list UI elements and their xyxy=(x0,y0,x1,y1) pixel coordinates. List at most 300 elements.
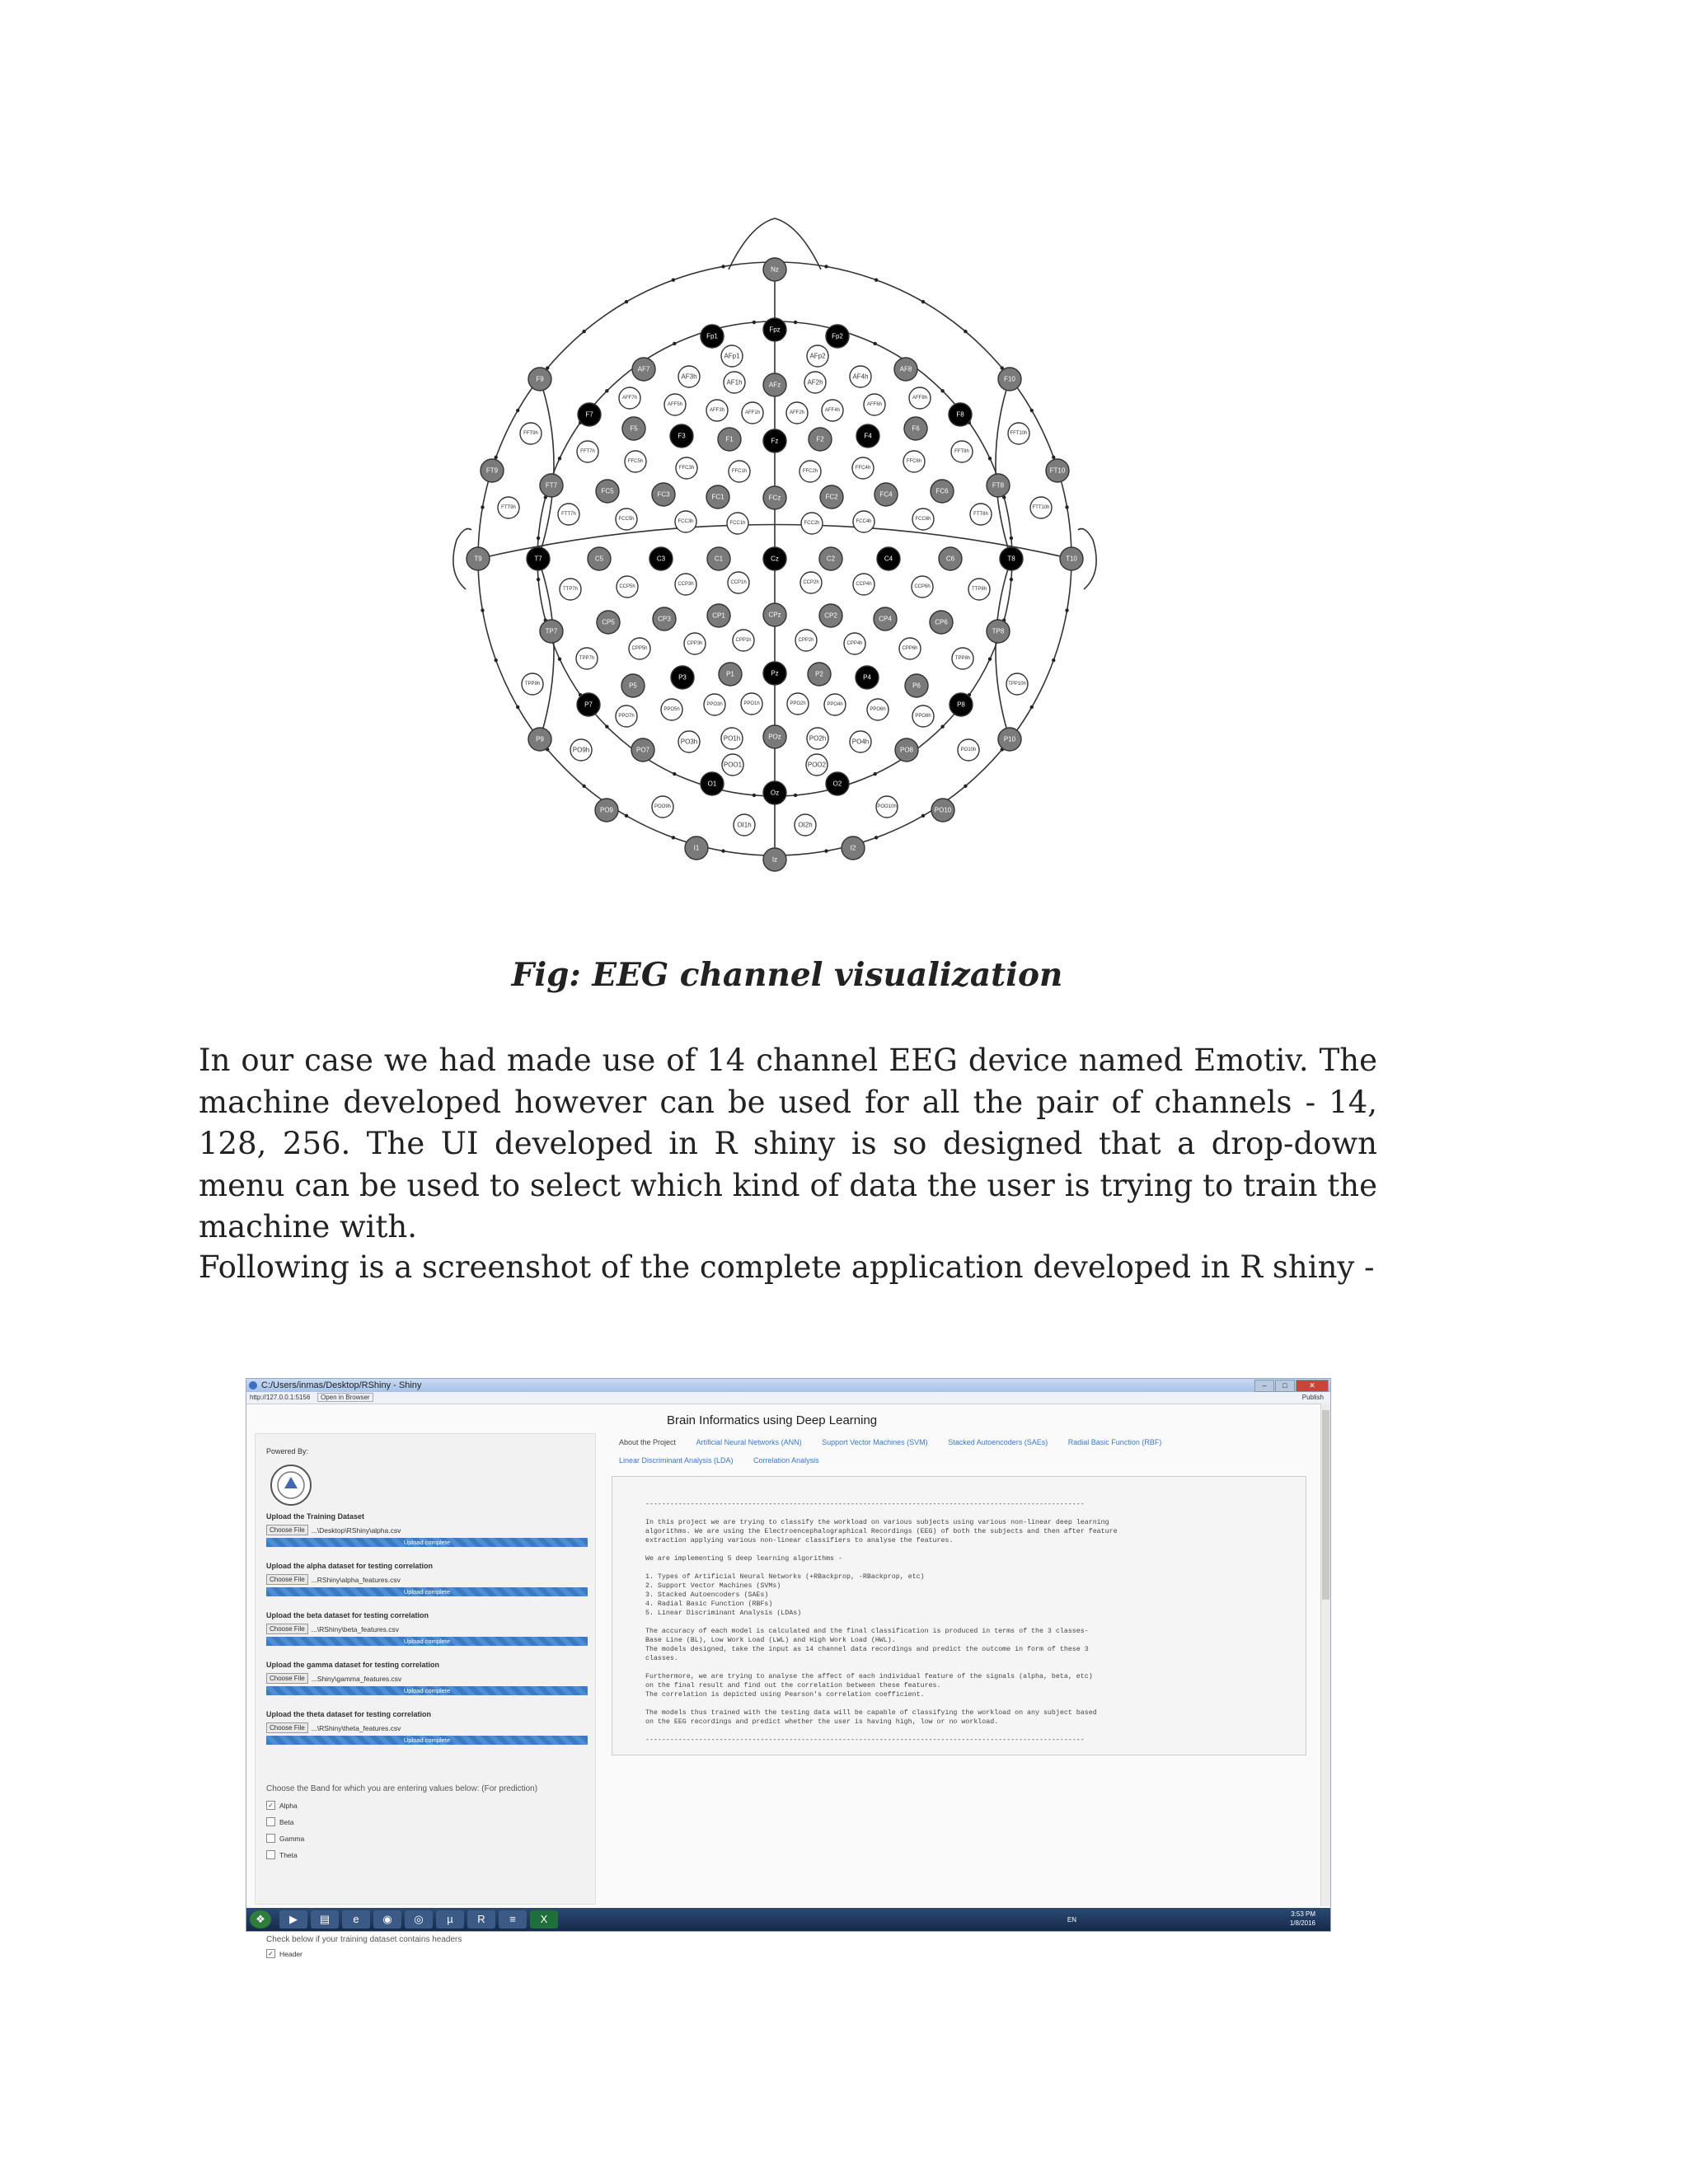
electrode-af8 xyxy=(894,358,917,381)
app-icon xyxy=(249,1381,257,1390)
electrode-label: P7 xyxy=(584,701,593,709)
ring-dot xyxy=(921,814,925,818)
utorrent-icon[interactable]: µ xyxy=(436,1910,464,1929)
electrode-label: CCP6h xyxy=(914,584,931,589)
electrode-ccp1h xyxy=(728,572,749,593)
electrode-po10h xyxy=(958,739,979,761)
electrode-label: CP3 xyxy=(658,615,671,623)
checkbox-icon[interactable] xyxy=(266,1834,275,1843)
electrode-label: P9 xyxy=(536,735,544,743)
electrode-cp4 xyxy=(874,607,897,630)
electrode-ccp6h xyxy=(912,576,933,598)
band-option-beta[interactable] xyxy=(266,1817,588,1826)
electrode-label: O1 xyxy=(707,780,717,788)
electrode-label: AFF1h xyxy=(744,410,761,415)
electrode-ppo5h xyxy=(661,699,682,720)
electrode-oi2h xyxy=(795,814,816,836)
ring-dot xyxy=(753,794,756,797)
excel-icon[interactable]: X xyxy=(530,1910,558,1929)
electrode-label: F5 xyxy=(630,424,638,433)
electrode-label: AF7 xyxy=(637,365,650,373)
electrode-label: FC5 xyxy=(601,487,614,495)
electrode-label: FFT7h xyxy=(580,449,595,454)
electrode-tp7 xyxy=(540,620,563,643)
electrode-label: PO9 xyxy=(599,806,614,814)
upload-progress: Upload complete xyxy=(266,1736,588,1745)
electrode-label: C5 xyxy=(594,555,604,563)
ring-dot xyxy=(824,849,828,852)
electrode-label: PPO4h xyxy=(827,702,843,707)
upload-theta xyxy=(266,1710,588,1745)
electrode-label: P5 xyxy=(629,682,637,690)
header-option[interactable] xyxy=(266,1949,462,1958)
electrode-tpp8h xyxy=(952,648,973,669)
open-in-browser-button[interactable]: Open in Browser xyxy=(317,1393,373,1402)
electrode-label: PO7 xyxy=(635,746,650,754)
ring-dot xyxy=(988,658,992,661)
minimize-button[interactable]: – xyxy=(1254,1380,1274,1392)
electrode-tpp7h xyxy=(576,648,598,669)
electrode-t8 xyxy=(1000,547,1023,570)
electrode-label: FT10 xyxy=(1049,466,1066,475)
electrode-label: TP7 xyxy=(545,627,558,635)
electrode-c3 xyxy=(649,547,673,570)
electrode-cp3 xyxy=(653,607,676,630)
ring-dot xyxy=(1052,456,1055,459)
powered-by-label: Powered By: xyxy=(266,1447,309,1455)
electrode-label: PPO7h xyxy=(618,714,635,719)
electrode-label: CP5 xyxy=(602,618,615,626)
choose-file-button[interactable]: Choose File xyxy=(266,1673,308,1684)
electrode-label: AFF4h xyxy=(824,408,841,413)
electrode-poz xyxy=(763,725,786,748)
electrode-cp5 xyxy=(597,611,620,634)
electrode-poo1 xyxy=(722,754,743,776)
electrode-oz xyxy=(763,781,786,804)
ring-dot xyxy=(988,457,992,460)
electrode-oi1h xyxy=(734,814,755,836)
electrode-f8 xyxy=(949,403,972,426)
folder-icon[interactable]: ▤ xyxy=(311,1910,339,1929)
electrode-cp2 xyxy=(819,604,842,627)
electrode-fc5 xyxy=(596,480,619,503)
electrode-label: TPP9h xyxy=(524,682,541,687)
choose-file-button[interactable]: Choose File xyxy=(266,1525,308,1535)
electrode-label: AFz xyxy=(768,381,781,389)
electrode-fcc1h xyxy=(727,513,748,534)
paragraph-emotiv: In our case we had made use of 14 channel EEG device named Emotiv. The machine developed however can be used for all the pair of channels - 14, 128, 256. The UI developed in R shiny is so designed that a drop-down menu can be used to select which kind of data the user is trying to train the machine with. xyxy=(199,1043,1377,1244)
electrode-label: PPO6h xyxy=(870,707,886,712)
ring-dot xyxy=(1030,409,1034,412)
electrode-p7 xyxy=(577,693,600,716)
ring-dot xyxy=(874,279,878,282)
electrode-fc3 xyxy=(652,483,675,506)
ring-dot xyxy=(794,321,797,324)
electrode-label: FFC6h xyxy=(906,459,922,464)
choose-file-button[interactable]: Choose File xyxy=(266,1624,308,1634)
electrode-afz xyxy=(763,373,786,396)
electrode-label: FCz xyxy=(768,494,781,502)
checkbox-icon[interactable] xyxy=(266,1850,275,1859)
electrode-c2 xyxy=(819,547,842,570)
ring-dot xyxy=(516,409,519,412)
checkbox-icon[interactable] xyxy=(266,1817,275,1826)
maximize-button[interactable]: □ xyxy=(1275,1380,1295,1392)
choose-file-button[interactable]: Choose File xyxy=(266,1722,308,1733)
file-name: ...\RShiny\beta_features.csv xyxy=(311,1624,399,1633)
publish-button[interactable]: Publish xyxy=(1301,1394,1324,1401)
electrode-label: FC1 xyxy=(711,493,724,501)
clock-time[interactable]: 3:53 PM xyxy=(1291,1910,1315,1918)
electrode-aff3h xyxy=(706,400,728,421)
ring-dot xyxy=(940,389,944,392)
electrode-f3 xyxy=(670,424,693,448)
upload-label: Upload the gamma dataset for testing correlation xyxy=(266,1661,440,1669)
electrode-po10 xyxy=(931,799,954,822)
electrode-po1h xyxy=(721,728,743,749)
electrode-label: CPP1h xyxy=(735,638,752,643)
tab-sae[interactable]: Stacked Autoencoders (SAEs) xyxy=(948,1438,1048,1446)
tab-svm[interactable]: Support Vector Machines (SVM) xyxy=(822,1438,928,1446)
electrode-label: T10 xyxy=(1066,555,1077,563)
upload-progress: Upload complete xyxy=(266,1538,588,1547)
electrode-label: FC6 xyxy=(935,487,949,495)
electrode-f4 xyxy=(856,424,879,448)
close-button[interactable]: ✕ xyxy=(1296,1380,1329,1392)
electrode-label: POz xyxy=(768,733,781,741)
electrode-label: P8 xyxy=(957,701,965,709)
file-name: ...RShiny\alpha_features.csv xyxy=(311,1575,401,1584)
electrode-fc1 xyxy=(706,485,729,509)
electrode-f1 xyxy=(718,428,741,451)
electrode-label: FCC6h xyxy=(915,517,931,522)
electrode-label: FC2 xyxy=(825,493,838,501)
band-option-alpha[interactable] xyxy=(266,1801,588,1810)
electrode-label: Cz xyxy=(771,555,779,563)
electrode-label: FTT7h xyxy=(561,512,576,517)
electrode-cpp3h xyxy=(684,633,706,654)
electrode-label: FCC1h xyxy=(729,521,746,526)
language-indicator[interactable]: EN xyxy=(1067,1916,1076,1924)
window-controls xyxy=(1254,1380,1329,1390)
electrode-af4h xyxy=(850,366,871,387)
tab-rbf[interactable]: Radial Basic Function (RBF) xyxy=(1067,1438,1162,1446)
choose-file-button[interactable]: Choose File xyxy=(266,1574,308,1585)
vertical-scrollbar[interactable] xyxy=(1320,1404,1330,1906)
electrode-ffc1h xyxy=(729,461,750,482)
electrode-fcc2h xyxy=(801,513,823,534)
electrode-c4 xyxy=(877,547,900,570)
electrode-fc2 xyxy=(820,485,843,509)
electrode-label: FTT10h xyxy=(1032,505,1050,510)
ring-dot xyxy=(874,836,878,839)
electrode-cpp1h xyxy=(733,630,754,651)
electrode-p3 xyxy=(671,666,694,689)
electrode-label: C1 xyxy=(714,555,724,563)
electrode-ft7 xyxy=(540,474,563,497)
scrollbar-thumb[interactable] xyxy=(1322,1410,1329,1600)
internet-explorer-icon[interactable]: e xyxy=(342,1910,370,1929)
electrode-label: F4 xyxy=(864,432,872,440)
electrode-label: PPO3h xyxy=(706,702,723,707)
tab-about[interactable]: About the Project xyxy=(619,1438,677,1446)
electrode-label: AFF3h xyxy=(709,408,725,413)
electrode-label: FFT8h xyxy=(954,449,969,454)
ring-dot xyxy=(673,772,676,776)
upload-training xyxy=(266,1512,588,1547)
electrode-c6 xyxy=(939,547,962,570)
electrode-label: PPO1h xyxy=(743,701,760,706)
upload-beta xyxy=(266,1611,588,1646)
electrode-ftt7h xyxy=(558,504,579,525)
head-outline xyxy=(453,218,1096,860)
electrode-label: CP1 xyxy=(712,612,725,620)
electrode-aff4h xyxy=(822,400,843,421)
electrode-ppo7h xyxy=(616,705,637,727)
electrode-label: FFC3h xyxy=(678,466,695,471)
ring-dot xyxy=(516,705,519,709)
ring-dot xyxy=(1030,705,1034,709)
ring-dot xyxy=(537,578,540,581)
electrode-label: PO1h xyxy=(723,734,741,743)
electrode-cz xyxy=(763,547,786,570)
electrode-i2 xyxy=(842,837,865,860)
ring-dot xyxy=(495,456,498,459)
electrode-pz xyxy=(763,662,786,685)
clock-date[interactable]: 1/8/2016 xyxy=(1289,1919,1315,1927)
electrode-ffc6h xyxy=(903,451,925,472)
address-url[interactable]: http://127.0.0.1:5156 xyxy=(250,1394,311,1401)
electrode-f10 xyxy=(998,368,1021,391)
electrode-o2 xyxy=(826,772,849,795)
electrode-p4 xyxy=(856,666,879,689)
electrode-label: PO8 xyxy=(899,746,914,754)
electrode-afp2 xyxy=(807,345,828,367)
electrode-aff8h xyxy=(909,387,931,409)
electrode-label: FFT9h xyxy=(523,431,538,436)
start-icon[interactable]: ❖ xyxy=(250,1910,271,1929)
electrode-label: F9 xyxy=(536,375,544,383)
ring-dot xyxy=(824,265,828,268)
electrode-label: P1 xyxy=(726,670,734,678)
electrode-af7 xyxy=(632,358,655,381)
electrode-ft10 xyxy=(1046,459,1069,482)
electrode-nz xyxy=(763,258,786,281)
ring-dot xyxy=(582,785,585,788)
electrode-label: FT8 xyxy=(992,481,1005,490)
eeg-channel-diagram xyxy=(453,218,1129,878)
electrode-ccp3h xyxy=(675,574,696,595)
electrode-tpp9h xyxy=(522,673,543,695)
ring-dot xyxy=(874,772,877,776)
electrode-p9 xyxy=(528,728,551,751)
electrode-label: O2 xyxy=(832,780,842,788)
ring-dot xyxy=(672,836,675,839)
electrode-label: PO2h xyxy=(809,734,827,743)
electrode-fc6 xyxy=(931,480,954,503)
electrode-label: F3 xyxy=(678,432,686,440)
upload-progress: Upload complete xyxy=(266,1637,588,1646)
electrode-label: CPz xyxy=(768,611,781,619)
ring-dot xyxy=(874,342,877,345)
tab-lda[interactable]: Linear Discriminant Analysis (LDA) xyxy=(619,1456,734,1465)
electrode-label: CCP2h xyxy=(803,580,819,585)
electrode-label: T8 xyxy=(1007,555,1015,563)
electrode-label: FCC3h xyxy=(678,519,694,524)
band-option-gamma[interactable] xyxy=(266,1834,588,1843)
electrode-label: F1 xyxy=(725,435,734,443)
electrode-label: POO10h xyxy=(877,804,897,809)
electrode-p2 xyxy=(808,663,831,686)
electrode-aff2h xyxy=(786,402,808,424)
electrode-label: C4 xyxy=(884,555,893,563)
ring-dot xyxy=(605,389,608,392)
electrode-label: CPP5h xyxy=(631,646,648,651)
checkbox-checked-icon[interactable]: ✓ xyxy=(266,1801,275,1810)
electrode-label: CP2 xyxy=(824,612,837,620)
electrode-label: FTT9h xyxy=(501,505,516,510)
electrode-label: AFF2h xyxy=(789,410,805,415)
electrode-label: PO3h xyxy=(680,738,698,746)
band-label: Theta xyxy=(279,1850,298,1859)
firefox-icon[interactable]: ◉ xyxy=(373,1910,401,1929)
electrode-label: TPP10h xyxy=(1008,682,1026,687)
electrode-fz xyxy=(763,429,786,452)
electrode-aff6h xyxy=(864,394,885,415)
electrode-ft9 xyxy=(481,459,504,482)
electrode-label: CCP5h xyxy=(619,584,635,589)
electrode-label: PPO5h xyxy=(663,707,680,712)
ring-dot xyxy=(672,279,675,282)
electrode-label: FCC5h xyxy=(618,517,635,522)
electrode-label: F6 xyxy=(912,424,920,433)
upload-label: Upload the beta dataset for testing correlation xyxy=(266,1611,429,1619)
electrode-label: TPP8h xyxy=(954,656,971,661)
electrode-fcc3h xyxy=(675,511,696,532)
ring-dot xyxy=(964,785,967,788)
electrode-ttp8h xyxy=(968,579,990,600)
electrode-t7 xyxy=(527,547,550,570)
electrode-po7 xyxy=(631,738,654,762)
system-tray xyxy=(1067,1910,1315,1928)
institute-logo xyxy=(270,1464,312,1507)
electrode-label: FFT10h xyxy=(1010,431,1028,436)
chrome-icon[interactable]: ◎ xyxy=(405,1910,433,1929)
electrode-poo10h xyxy=(876,796,898,818)
ring-dot xyxy=(625,300,628,303)
electrode-po8 xyxy=(895,738,918,762)
electrode-ffc4h xyxy=(852,457,874,479)
ring-dot xyxy=(1010,578,1013,581)
band-option-theta[interactable] xyxy=(266,1850,588,1859)
electrode-label: FCC2h xyxy=(804,521,820,526)
electrode-label: AF2h xyxy=(807,378,823,387)
ring-dot xyxy=(940,724,944,728)
electrode-label: CPP6h xyxy=(902,646,918,651)
ring-dot xyxy=(481,608,484,612)
ring-dot xyxy=(495,658,498,662)
electrode-po9 xyxy=(595,799,618,822)
electrode-label: I2 xyxy=(850,844,856,852)
electrode-o1 xyxy=(701,772,724,795)
electrode-tpp10h xyxy=(1006,673,1028,695)
media-player-icon[interactable]: ▶ xyxy=(279,1910,307,1929)
electrode-f7 xyxy=(578,403,601,426)
electrode-ftt10h xyxy=(1030,497,1052,518)
electrode-aff5h xyxy=(664,394,686,415)
checkbox-checked-icon[interactable]: ✓ xyxy=(266,1949,275,1958)
tab-bar xyxy=(611,1438,1311,1474)
ring-dot xyxy=(605,724,608,728)
window-titlebar xyxy=(246,1379,1330,1392)
electrode-p5 xyxy=(621,674,645,697)
electrode-cpp5h xyxy=(629,638,650,659)
ring-dot xyxy=(537,537,540,540)
tab-correlation[interactable]: Correlation Analysis xyxy=(753,1456,819,1465)
electrode-ttp7h xyxy=(560,579,581,600)
ring-dot xyxy=(921,300,925,303)
electrode-label: PPO2h xyxy=(790,701,806,706)
r-icon[interactable]: R xyxy=(467,1910,495,1929)
electrode-label: CCP3h xyxy=(678,582,694,587)
electrode-cpp4h xyxy=(844,633,865,654)
electrode-label: FFC2h xyxy=(802,469,818,474)
electrode-label: AFF7h xyxy=(621,396,638,401)
electrode-af1h xyxy=(724,372,745,393)
electrode-t9 xyxy=(467,547,490,570)
electrode-label: AF4h xyxy=(852,373,869,381)
electrode-ppo3h xyxy=(704,694,725,715)
electrode-label: F2 xyxy=(816,435,824,443)
electrode-label: CP6 xyxy=(935,618,948,626)
ring-dot xyxy=(558,658,561,661)
electrode-fcc5h xyxy=(616,509,637,530)
band-label: Alpha xyxy=(279,1801,298,1810)
electrode-ppo6h xyxy=(867,699,889,720)
electrode-label: TP8 xyxy=(992,627,1005,635)
electrode-label: C2 xyxy=(826,555,836,563)
electrode-p10 xyxy=(998,728,1021,751)
flag-icon[interactable]: ≡ xyxy=(499,1910,527,1929)
ring-dot xyxy=(794,794,797,797)
tab-ann[interactable]: Artificial Neural Networks (ANN) xyxy=(696,1438,802,1446)
electrode-fft7h xyxy=(577,441,598,462)
ring-dot xyxy=(481,505,484,509)
electrode-label: PO10h xyxy=(960,748,977,752)
electrode-cp1 xyxy=(707,604,730,627)
electrode-label: POO1 xyxy=(723,761,743,769)
electrode-fft10h xyxy=(1008,423,1029,444)
electrode-label: Fpz xyxy=(769,326,781,334)
electrode-label: PO10 xyxy=(934,806,952,814)
electrode-label: FTT8h xyxy=(973,512,988,517)
electrode-label: P4 xyxy=(863,673,871,682)
electrode-label: FFC5h xyxy=(627,459,644,464)
electrode-label: P6 xyxy=(912,682,921,690)
electrode-label: Fp2 xyxy=(832,332,843,340)
electrode-f5 xyxy=(622,417,645,440)
electrode-label: CCP1h xyxy=(730,580,747,585)
file-name: ...\RShiny\theta_features.csv xyxy=(311,1723,401,1732)
electrode-label: AFF8h xyxy=(912,396,928,401)
electrode-label: AFF5h xyxy=(667,402,683,407)
electrode-label: Nz xyxy=(771,265,779,274)
electrode-label: PO9h xyxy=(572,746,590,754)
electrode-label: CCP4h xyxy=(856,582,872,587)
electrode-fcc6h xyxy=(912,509,934,530)
electrode-label: CPP2h xyxy=(798,638,814,643)
electrode-label: FFC4h xyxy=(855,466,871,471)
